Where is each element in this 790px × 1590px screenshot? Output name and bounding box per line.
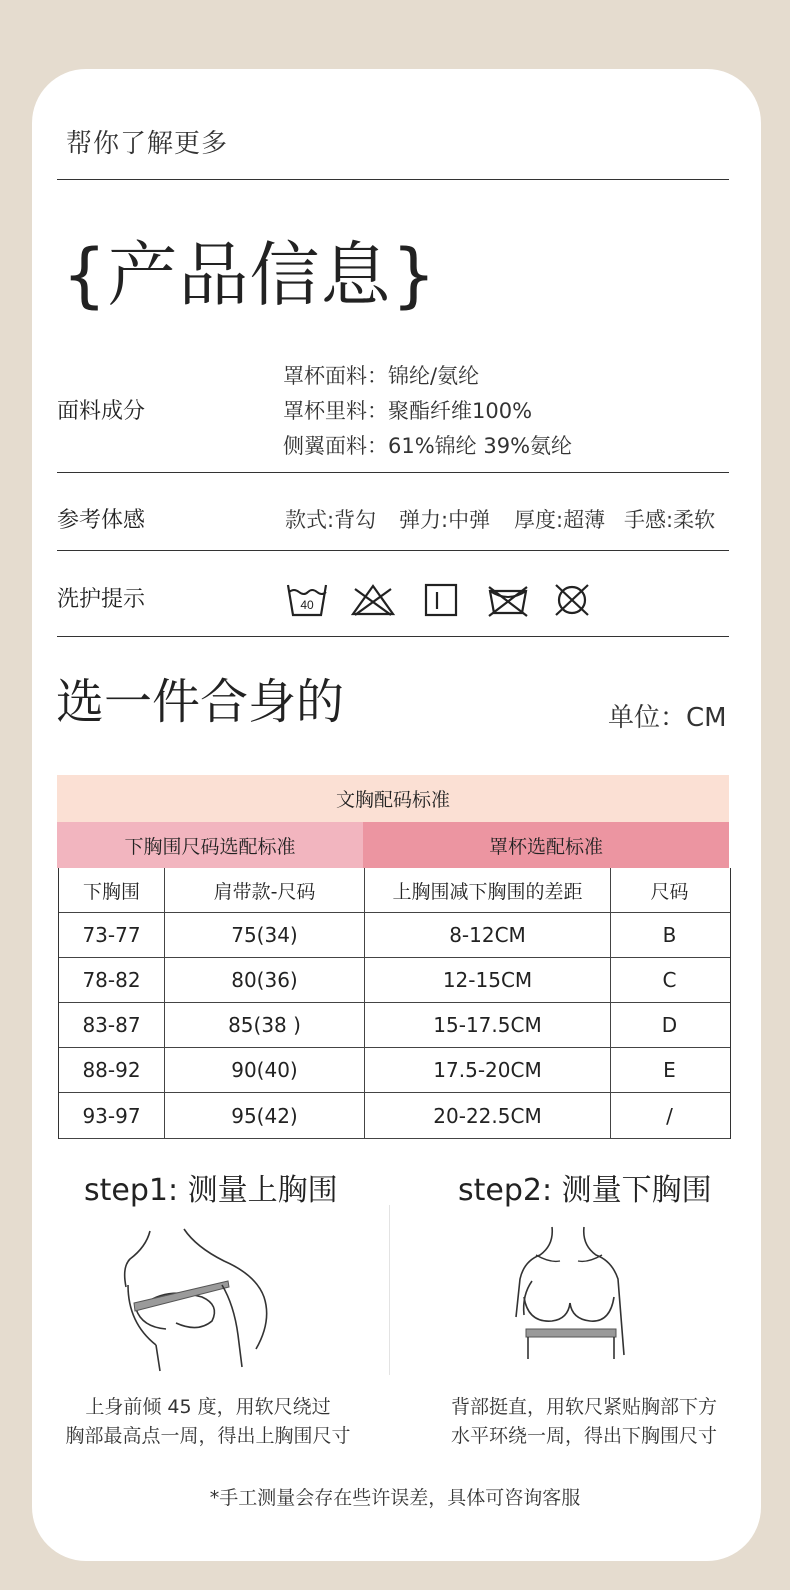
column-header: 下胸围: [59, 868, 165, 912]
feel-item-thickness: 厚度:超薄: [514, 508, 606, 532]
difference-cell: 8-12CM: [365, 913, 611, 957]
divider: [57, 179, 729, 180]
intro-text: 帮你了解更多: [66, 129, 229, 159]
strap-size-cell: 95(42): [165, 1093, 365, 1138]
cup-size-cell: C: [662, 968, 677, 992]
underbust-cell: 83-87: [59, 1003, 165, 1047]
step2-title: step2: 测量下胸围: [458, 1173, 712, 1208]
cup-size-cell: B: [662, 923, 677, 947]
divider: [57, 472, 729, 473]
divider: [57, 636, 729, 637]
cup-standard-header: 罩杯选配标准: [363, 822, 729, 868]
underbust-cell: 73-77: [59, 913, 165, 957]
step-divider: [389, 1205, 390, 1375]
fabric-line: 侧翼面料：61%锦纶 39%氨纶: [283, 434, 573, 458]
cup-size-cell: /: [666, 1103, 673, 1128]
unit-label: 单位：CM: [608, 703, 727, 733]
wash-40-icon: [286, 583, 328, 617]
measure-underbust-illustration: [510, 1225, 660, 1375]
table-row: [59, 1093, 730, 1139]
table-row: [59, 913, 730, 958]
step1-desc-line: 上身前倾 45 度，用软尺绕过: [85, 1396, 331, 1418]
column-header: 尺码: [650, 880, 689, 903]
strap-size-cell: 80(36): [165, 958, 365, 1002]
underbust-standard-header: 下胸围尺码选配标准: [57, 822, 363, 868]
strap-size-cell: 90(40): [165, 1048, 365, 1092]
fabric-label: 面料成分: [57, 399, 146, 424]
table-row: [59, 958, 730, 1003]
step1-title: step1: 测量上胸围: [84, 1173, 338, 1208]
feel-item-style: 款式:背勾: [285, 508, 377, 532]
product-info-title: {产品信息}: [62, 234, 438, 316]
table-header-row: [59, 868, 730, 913]
divider: [57, 550, 729, 551]
line-dry-icon: [424, 583, 458, 617]
care-label: 洗护提示: [57, 587, 146, 612]
step1-description: [48, 1393, 368, 1451]
no-bleach-icon: [350, 583, 396, 617]
feel-item-touch: 手感:柔软: [624, 508, 716, 532]
difference-cell: 20-22.5CM: [365, 1093, 611, 1138]
footnote: *手工测量会存在些许误差，具体可咨询客服: [209, 1487, 581, 1509]
table-row: [59, 1048, 730, 1093]
column-header: 上胸围减下胸围的差距: [365, 868, 611, 912]
underbust-cell: 93-97: [59, 1093, 165, 1138]
column-header: 肩带款-尺码: [165, 868, 365, 912]
step1-desc-line: 胸部最高点一周，得出上胸围尺寸: [65, 1425, 351, 1447]
fabric-line: 罩杯里料：聚酯纤维100%: [283, 399, 533, 423]
fabric-line: 罩杯面料：锦纶/氨纶: [283, 364, 480, 388]
strap-size-cell: 75(34): [165, 913, 365, 957]
strap-size-cell: 85(38 ): [165, 1003, 365, 1047]
size-table: [58, 868, 731, 1139]
table-row: [59, 1003, 730, 1048]
no-tumble-dry-icon: [486, 583, 530, 617]
underbust-cell: 88-92: [59, 1048, 165, 1092]
step2-description: [424, 1393, 744, 1451]
feel-item-elasticity: 弹力:中弹: [399, 508, 491, 532]
difference-cell: 15-17.5CM: [365, 1003, 611, 1047]
measure-upper-bust-illustration: [116, 1225, 286, 1375]
underbust-cell: 78-82: [59, 958, 165, 1002]
wash-temp-label: 40: [300, 598, 314, 612]
size-table-title: 文胸配码标准: [57, 775, 729, 822]
cup-size-cell: D: [661, 1013, 678, 1037]
step2-desc-line: 背部挺直，用软尺紧贴胸部下方: [450, 1396, 717, 1418]
feel-label: 参考体感: [57, 508, 146, 533]
no-dry-clean-icon: [552, 583, 592, 617]
cup-size-cell: E: [663, 1058, 676, 1082]
size-guide-title: 选一件合身的: [56, 674, 345, 730]
difference-cell: 17.5-20CM: [365, 1048, 611, 1092]
difference-cell: 12-15CM: [365, 958, 611, 1002]
step2-desc-line: 水平环绕一周，得出下胸围尺寸: [450, 1425, 717, 1447]
